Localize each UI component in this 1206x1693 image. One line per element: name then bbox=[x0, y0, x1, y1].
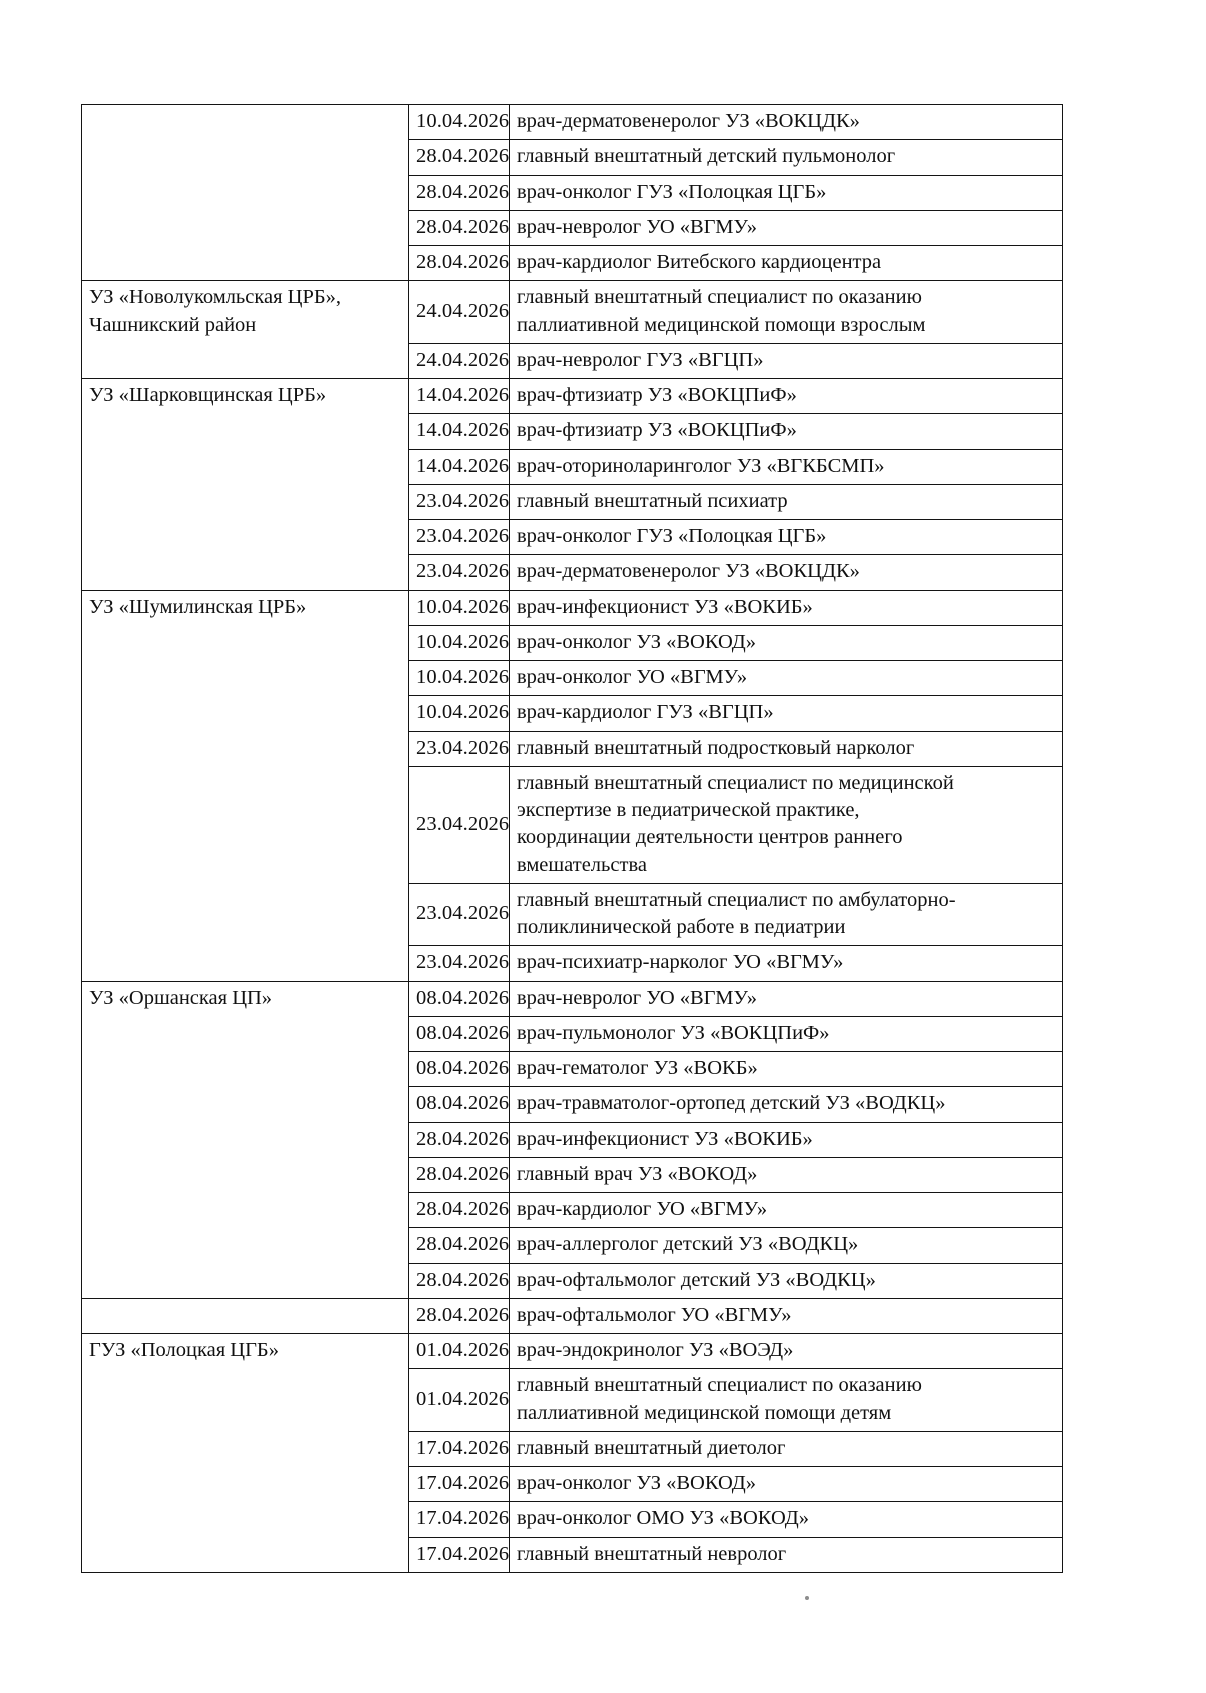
specialist-line: главный внештатный невролог bbox=[517, 1542, 787, 1565]
date-cell: 10.04.2026 bbox=[409, 661, 510, 696]
date-cell: 08.04.2026 bbox=[409, 1087, 510, 1122]
specialist-line: врач-невролог УО «ВГМУ» bbox=[517, 215, 757, 238]
date-cell: 28.04.2026 bbox=[409, 140, 510, 175]
specialist-cell bbox=[510, 1263, 1063, 1298]
table-row bbox=[82, 981, 1063, 1016]
date-cell: 17.04.2026 bbox=[409, 1431, 510, 1466]
specialist-cell bbox=[510, 379, 1063, 414]
organization-cell: ГУЗ «Полоцкая ЦГБ» bbox=[82, 1334, 409, 1573]
specialist-line: врач-гематолог УЗ «ВОКБ» bbox=[517, 1057, 758, 1079]
table-row bbox=[82, 1298, 1063, 1333]
specialist-line: главный внештатный специалист по оказанию bbox=[517, 1374, 922, 1397]
date-cell: 23.04.2026 bbox=[409, 946, 510, 981]
specialist-line: врач-эндокринолог УЗ «ВОЭД» bbox=[517, 1339, 794, 1361]
specialist-line: главный внештатный диетолог bbox=[517, 1436, 786, 1459]
specialist-line: врач-оториноларинголог УЗ «ВГКБСМП» bbox=[517, 454, 885, 477]
specialist-cell bbox=[510, 661, 1063, 696]
specialist-line: врач-онколог ОМО УЗ «ВОКОД» bbox=[517, 1507, 809, 1530]
organization-cell-empty bbox=[82, 105, 409, 281]
schedule-table-container bbox=[81, 104, 1062, 1573]
specialist-cell bbox=[510, 246, 1063, 281]
date-cell: 24.04.2026 bbox=[409, 281, 510, 344]
specialist-line: врач-онколог УЗ «ВОКОД» bbox=[517, 630, 757, 653]
specialist-line: главный врач УЗ «ВОКОД» bbox=[517, 1162, 758, 1185]
date-cell: 28.04.2026 bbox=[409, 246, 510, 281]
date-cell: 08.04.2026 bbox=[409, 981, 510, 1016]
specialist-cell bbox=[510, 414, 1063, 449]
organization-cell: УЗ «Шарковщинская ЦРБ» bbox=[82, 379, 409, 591]
specialist-line: главный внештатный детский пульмонолог bbox=[517, 145, 896, 168]
specialist-cell bbox=[510, 1298, 1063, 1333]
specialist-line: врач-психиатр-нарколог УО «ВГМУ» bbox=[517, 951, 844, 974]
specialist-line: главный внештатный специалист по оказанию bbox=[517, 286, 922, 309]
date-cell: 10.04.2026 bbox=[409, 625, 510, 660]
specialist-cell bbox=[510, 449, 1063, 484]
date-cell: 23.04.2026 bbox=[409, 731, 510, 766]
date-cell: 28.04.2026 bbox=[409, 175, 510, 210]
schedule-table bbox=[81, 104, 1063, 1573]
specialist-line: главный внештатный психиатр bbox=[517, 489, 788, 512]
specialist-line: врач-онколог УЗ «ВОКОД» bbox=[517, 1472, 757, 1494]
date-cell: 28.04.2026 bbox=[409, 1263, 510, 1298]
specialist-cell bbox=[510, 140, 1063, 175]
date-cell: 28.04.2026 bbox=[409, 1228, 510, 1263]
date-cell: 23.04.2026 bbox=[409, 555, 510, 590]
date-cell: 24.04.2026 bbox=[409, 343, 510, 378]
specialist-line: врач-дерматовенеролог УЗ «ВОКЦДК» bbox=[517, 560, 860, 583]
date-cell: 14.04.2026 bbox=[409, 379, 510, 414]
specialist-line: врач-онколог ГУЗ «Полоцкая ЦГБ» bbox=[517, 525, 827, 547]
specialist-cell bbox=[510, 1122, 1063, 1157]
specialist-line: врач-невролог ГУЗ «ВГЦП» bbox=[517, 348, 764, 371]
date-cell: 23.04.2026 bbox=[409, 883, 510, 946]
table-row bbox=[82, 590, 1063, 625]
specialist-line: врач-невролог УО «ВГМУ» bbox=[517, 986, 757, 1009]
table-row bbox=[82, 105, 1063, 140]
date-cell: 28.04.2026 bbox=[409, 1193, 510, 1228]
specialist-line: врач-травматолог-ортопед детский УЗ «ВОДКЦ» bbox=[517, 1092, 946, 1115]
specialist-cell bbox=[510, 731, 1063, 766]
organization-cell: УЗ «Оршанская ЦП» bbox=[82, 981, 409, 1298]
specialist-cell bbox=[510, 1369, 1063, 1432]
specialist-cell bbox=[510, 484, 1063, 519]
specialist-line: паллиативной медицинской помощи детям bbox=[517, 1401, 892, 1424]
specialist-line: экспертизе в педиатрической практике, bbox=[517, 799, 860, 821]
date-cell: 01.04.2026 bbox=[409, 1369, 510, 1432]
date-cell: 23.04.2026 bbox=[409, 766, 510, 883]
date-cell: 28.04.2026 bbox=[409, 1298, 510, 1333]
specialist-cell bbox=[510, 625, 1063, 660]
date-cell: 14.04.2026 bbox=[409, 414, 510, 449]
specialist-cell bbox=[510, 946, 1063, 981]
specialist-cell bbox=[510, 343, 1063, 378]
specialist-line: врач-инфекционист УЗ «ВОКИБ» bbox=[517, 1127, 813, 1150]
specialist-line: главный внештатный специалист по медицинской bbox=[517, 771, 954, 794]
specialist-cell bbox=[510, 1157, 1063, 1192]
specialist-line: врач-аллерголог детский УЗ «ВОДКЦ» bbox=[517, 1233, 859, 1256]
specialist-line: врач-инфекционист УЗ «ВОКИБ» bbox=[517, 595, 813, 618]
date-cell: 17.04.2026 bbox=[409, 1537, 510, 1572]
date-cell: 10.04.2026 bbox=[409, 105, 510, 140]
specialist-cell bbox=[510, 1537, 1063, 1572]
specialist-cell bbox=[510, 1228, 1063, 1263]
date-cell: 08.04.2026 bbox=[409, 1016, 510, 1051]
organization-cell-empty bbox=[82, 1298, 409, 1333]
schedule-table-body bbox=[82, 105, 1063, 1573]
specialist-cell bbox=[510, 1502, 1063, 1537]
date-cell: 08.04.2026 bbox=[409, 1052, 510, 1087]
specialist-cell bbox=[510, 1467, 1063, 1502]
specialist-cell bbox=[510, 883, 1063, 946]
page-footer-mark bbox=[805, 1596, 809, 1600]
specialist-cell bbox=[510, 1334, 1063, 1369]
specialist-cell bbox=[510, 105, 1063, 140]
date-cell: 10.04.2026 bbox=[409, 590, 510, 625]
date-cell: 28.04.2026 bbox=[409, 210, 510, 245]
specialist-cell bbox=[510, 981, 1063, 1016]
specialist-cell bbox=[510, 520, 1063, 555]
table-row bbox=[82, 1334, 1063, 1369]
date-cell: 01.04.2026 bbox=[409, 1334, 510, 1369]
specialist-line: врач-дерматовенеролог УЗ «ВОКЦДК» bbox=[517, 110, 860, 132]
specialist-line: врач-фтизиатр УЗ «ВОКЦПиФ» bbox=[517, 384, 797, 406]
specialist-cell bbox=[510, 175, 1063, 210]
organization-cell: УЗ «Новолукомльская ЦРБ», Чашникский район bbox=[82, 281, 409, 379]
date-cell: 23.04.2026 bbox=[409, 484, 510, 519]
specialist-line: врач-пульмонолог УЗ «ВОКЦПиФ» bbox=[517, 1021, 830, 1044]
date-cell: 14.04.2026 bbox=[409, 449, 510, 484]
date-cell: 23.04.2026 bbox=[409, 520, 510, 555]
specialist-line: врач-офтальмолог УО «ВГМУ» bbox=[517, 1303, 792, 1326]
organization-cell: УЗ «Шумилинская ЦРБ» bbox=[82, 590, 409, 981]
specialist-line: врач-офтальмолог детский УЗ «ВОДКЦ» bbox=[517, 1268, 876, 1291]
table-row bbox=[82, 281, 1063, 344]
specialist-line: вмешательства bbox=[517, 853, 647, 876]
specialist-cell bbox=[510, 555, 1063, 590]
specialist-cell bbox=[510, 210, 1063, 245]
specialist-line: врач-кардиолог Витебского кардиоцентра bbox=[517, 251, 882, 273]
specialist-cell bbox=[510, 281, 1063, 344]
specialist-cell bbox=[510, 1087, 1063, 1122]
specialist-cell bbox=[510, 1431, 1063, 1466]
specialist-cell bbox=[510, 766, 1063, 883]
specialist-cell bbox=[510, 1193, 1063, 1228]
specialist-line: врач-онколог УО «ВГМУ» bbox=[517, 666, 748, 688]
date-cell: 17.04.2026 bbox=[409, 1467, 510, 1502]
date-cell: 17.04.2026 bbox=[409, 1502, 510, 1537]
date-cell: 28.04.2026 bbox=[409, 1122, 510, 1157]
date-cell: 10.04.2026 bbox=[409, 696, 510, 731]
specialist-line: координации деятельности центров раннего bbox=[517, 826, 903, 849]
specialist-line: поликлинической работе в педиатрии bbox=[517, 916, 846, 938]
specialist-cell bbox=[510, 590, 1063, 625]
table-row bbox=[82, 379, 1063, 414]
specialist-cell bbox=[510, 1052, 1063, 1087]
specialist-cell bbox=[510, 1016, 1063, 1051]
date-cell: 28.04.2026 bbox=[409, 1157, 510, 1192]
specialist-line: паллиативной медицинской помощи взрослым bbox=[517, 313, 926, 336]
specialist-line: врач-кардиолог УО «ВГМУ» bbox=[517, 1198, 768, 1220]
specialist-line: врач-кардиолог ГУЗ «ВГЦП» bbox=[517, 701, 774, 724]
specialist-cell bbox=[510, 696, 1063, 731]
specialist-line: врач-онколог ГУЗ «Полоцкая ЦГБ» bbox=[517, 180, 827, 203]
specialist-line: главный внештатный специалист по амбулаторно- bbox=[517, 888, 956, 911]
specialist-line: врач-фтизиатр УЗ «ВОКЦПиФ» bbox=[517, 419, 797, 442]
specialist-line: главный внештатный подростковый нарколог bbox=[517, 736, 915, 759]
